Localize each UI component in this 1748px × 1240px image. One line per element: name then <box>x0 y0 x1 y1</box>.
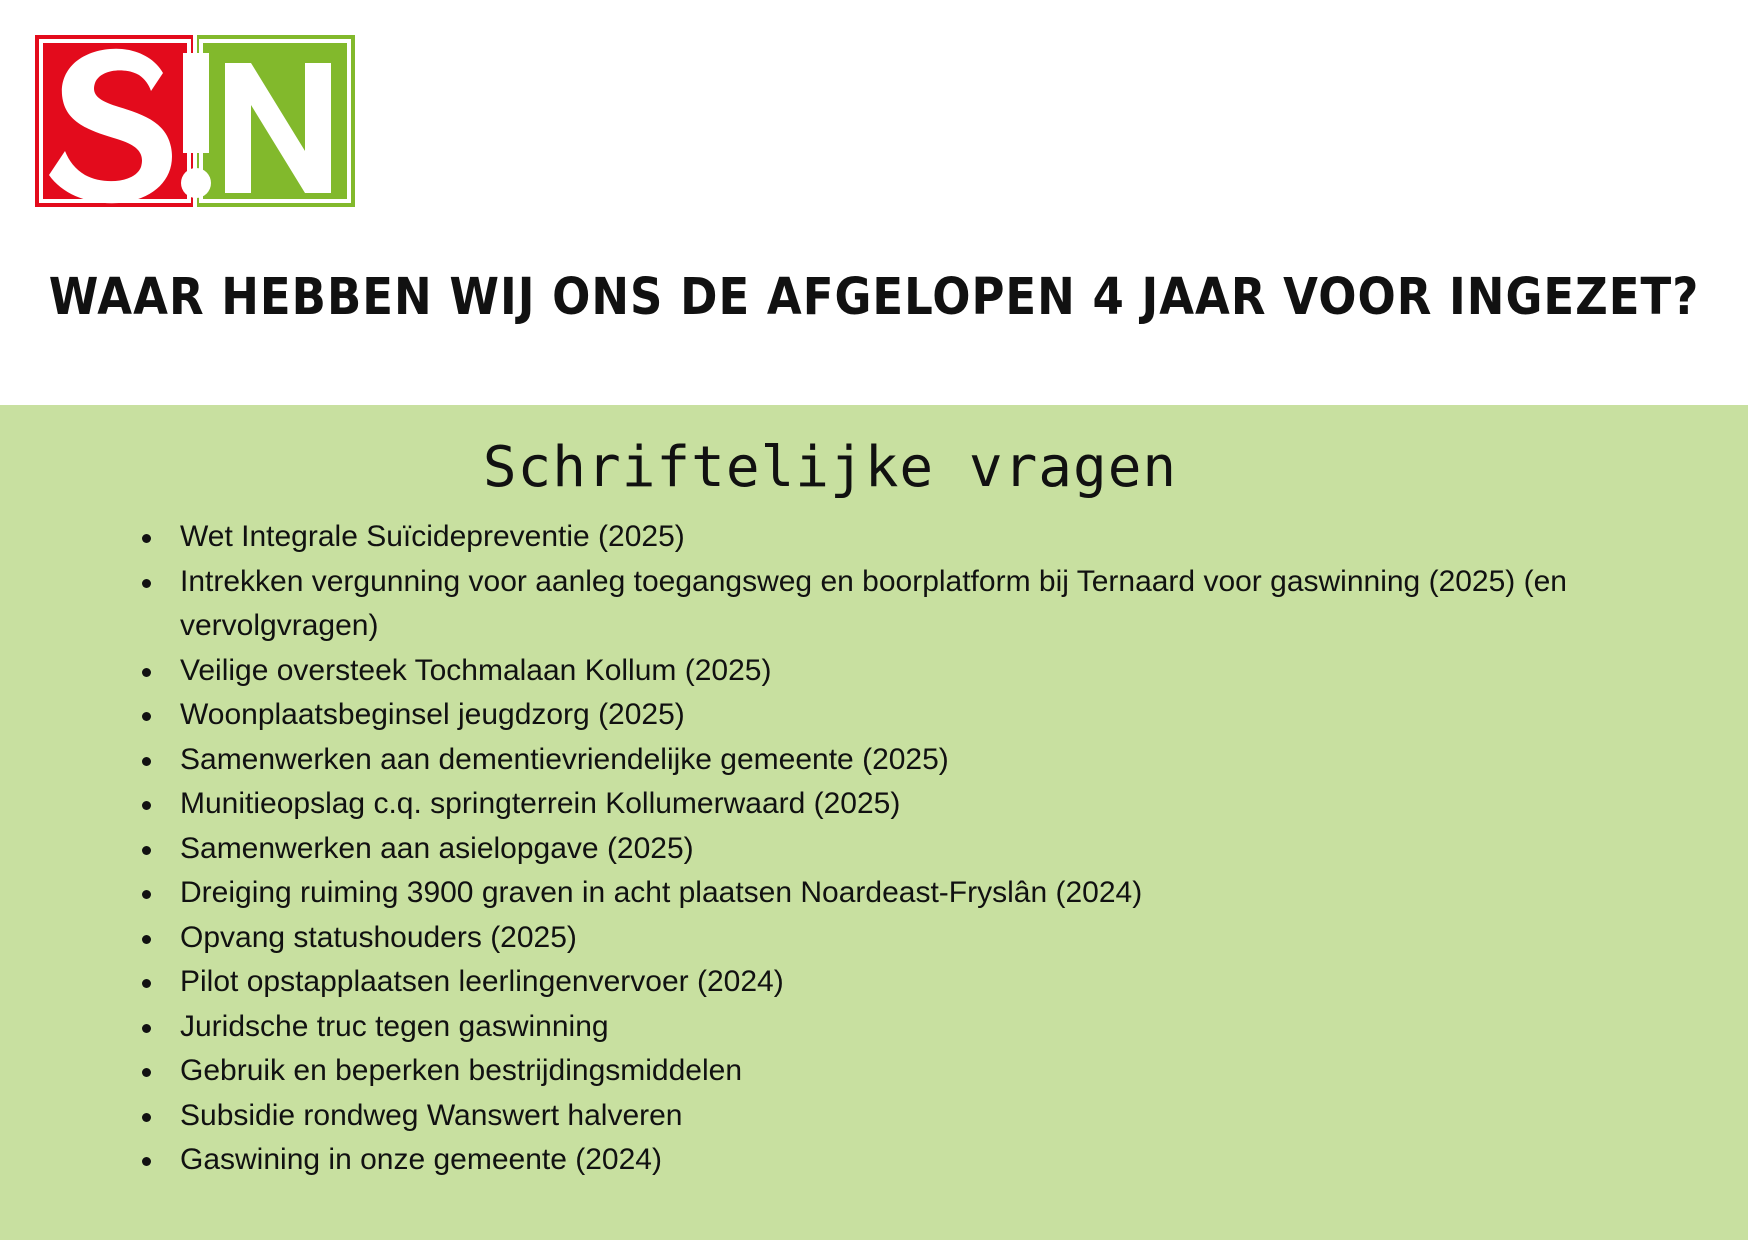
page-headline: WAAR HEBBEN WIJ ONS DE AFGELOPEN 4 JAAR VOOR INGEZET? <box>48 266 1700 327</box>
list-item: Munitieopslag c.q. springterrein Kollumerwaard (2025) <box>180 782 1690 827</box>
list-item: Juridsche truc tegen gaswinning <box>180 1005 1690 1050</box>
list-item: Gebruik en beperken bestrijdingsmiddelen <box>180 1049 1690 1094</box>
list-item: Samenwerken aan dementievriendelijke gemeente (2025) <box>180 738 1690 783</box>
list-item: Woonplaatsbeginsel jeugdzorg (2025) <box>180 693 1690 738</box>
questions-list <box>180 515 1690 1183</box>
list-item: Dreiging ruiming 3900 graven in acht plaatsen Noardeast-Fryslân (2024) <box>180 871 1690 916</box>
list-item: Gaswining in onze gemeente (2024) <box>180 1138 1690 1183</box>
list-item: Wet Integrale Suïcidepreventie (2025) <box>180 515 1690 560</box>
list-item: Intrekken vergunning voor aanleg toegangsweg en boorplatform bij Ternaard voor gaswinning (2025) (en vervolgvragen) <box>180 560 1690 649</box>
list-item: Opvang statushouders (2025) <box>180 916 1690 961</box>
list-item: Subsidie rondweg Wanswert halveren <box>180 1094 1690 1139</box>
list-item: Samenwerken aan asielopgave (2025) <box>180 827 1690 872</box>
list-item: Pilot opstapplaatsen leerlingenvervoer (2024) <box>180 960 1690 1005</box>
sn-logo <box>35 35 355 207</box>
list-item: Veilige oversteek Tochmalaan Kollum (2025) <box>180 649 1690 694</box>
questions-panel <box>0 405 1748 1240</box>
header-area <box>0 0 1748 405</box>
section-title: Schriftelijke vragen <box>482 435 1178 500</box>
